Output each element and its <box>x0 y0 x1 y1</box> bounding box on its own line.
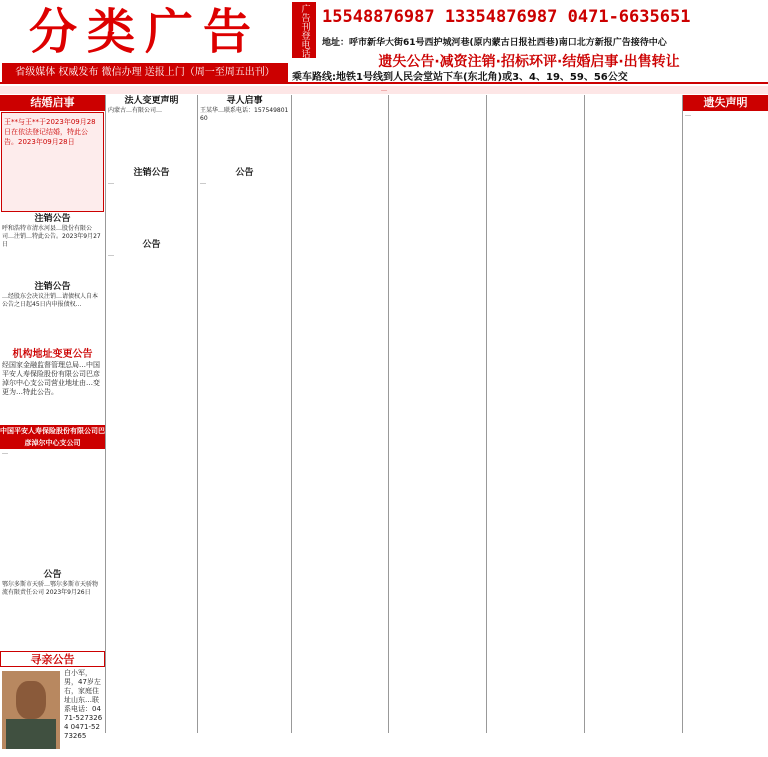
address: 地址：呼市新华大街61号西护城河巷(原内蒙古日报社西巷)南口北方新报广告接待中心 <box>322 38 667 48</box>
section-title: 公告 <box>142 240 161 250</box>
notice-text: 鄂尔多斯市天骄…鄂尔多斯市天骄物流有限责任公司 2023年9月26日 <box>2 581 99 596</box>
notice-text: 白小军，男，47岁左右，家庭住址山东…联系电话：0471-5273264 0471-5273265 <box>64 669 103 740</box>
section-title: 公告 <box>43 570 62 580</box>
column-5 <box>389 95 487 733</box>
section-title: 机构地址变更公告 <box>12 349 93 360</box>
section-title: 注销公告 <box>133 168 170 178</box>
brand-tagline: 省级媒体 权威发布 微信办理 送报上门（周一至周五出刊） <box>2 63 288 83</box>
section-title: 法人变更声明 <box>124 96 179 106</box>
column-8 <box>683 95 768 733</box>
ad-phone-label: 广告刊登电话 <box>292 2 316 58</box>
section-header: 结婚启事 <box>0 95 105 111</box>
phone-numbers: 15548876987 13354876987 0471-6635651 <box>322 7 691 27</box>
notice-strip: … <box>0 86 768 94</box>
notice-text: … <box>108 179 114 186</box>
notice-text: 王某华…联系电话：15754980160 <box>200 107 289 122</box>
notice-text <box>292 95 388 733</box>
notice-text: …经股东会决议注销…请债权人自本公告之日起45日内申报债权… <box>2 293 99 308</box>
brand-block <box>0 0 290 84</box>
column-2 <box>106 95 198 733</box>
notice-text: … <box>685 111 691 118</box>
missing-person <box>0 667 105 757</box>
column-7 <box>585 95 683 733</box>
section-title: 注销公告 <box>34 214 71 224</box>
notice-text: … <box>108 251 114 258</box>
header <box>0 0 768 84</box>
notice-text: 呼和浩特市清水河县…股份有限公司…注销…特此公告。2023年9月27日 <box>2 225 101 248</box>
notice-text <box>487 95 584 733</box>
brand-title: 分类广告 <box>28 4 261 60</box>
notice-text: 王**与王**于2023年09月28日在依法登记结婚，特此公告。2023年09月28日 <box>4 118 96 146</box>
notice-text <box>585 95 682 733</box>
section-title: 注销公告 <box>34 282 71 292</box>
notice-text: … <box>2 449 8 456</box>
section-title: 寻人启事 <box>226 96 263 106</box>
section-header: 寻亲公告 <box>0 651 105 667</box>
column-4 <box>292 95 389 733</box>
notice-text: … <box>200 179 206 186</box>
notice-text: 内蒙古…有限公司… <box>108 107 163 114</box>
column-1 <box>0 95 106 740</box>
section-header: 遗失声明 <box>683 95 768 111</box>
section-title: 中国平安人寿保险股份有限公司巴彦淖尔中心支公司 <box>0 427 105 447</box>
column-6 <box>487 95 585 733</box>
wedding-notice <box>1 112 104 212</box>
person-photo <box>2 671 60 749</box>
section-title: 公告 <box>235 168 254 178</box>
bus-route: 乘车路线:地铁1号线到人民会堂站下车(东北角)或3、4、19、59、56公交 <box>292 72 628 83</box>
services: 遗失公告·减资注销·招标环评·结婚启事·出售转让 <box>378 54 680 70</box>
notice-text: 经国家金融监督管理总局…中国平安人寿保险股份有限公司巴彦淖尔中心支公司营业地址由…变更为…特此公告。 <box>2 361 100 396</box>
notice-text <box>389 95 486 733</box>
column-3 <box>198 95 292 733</box>
